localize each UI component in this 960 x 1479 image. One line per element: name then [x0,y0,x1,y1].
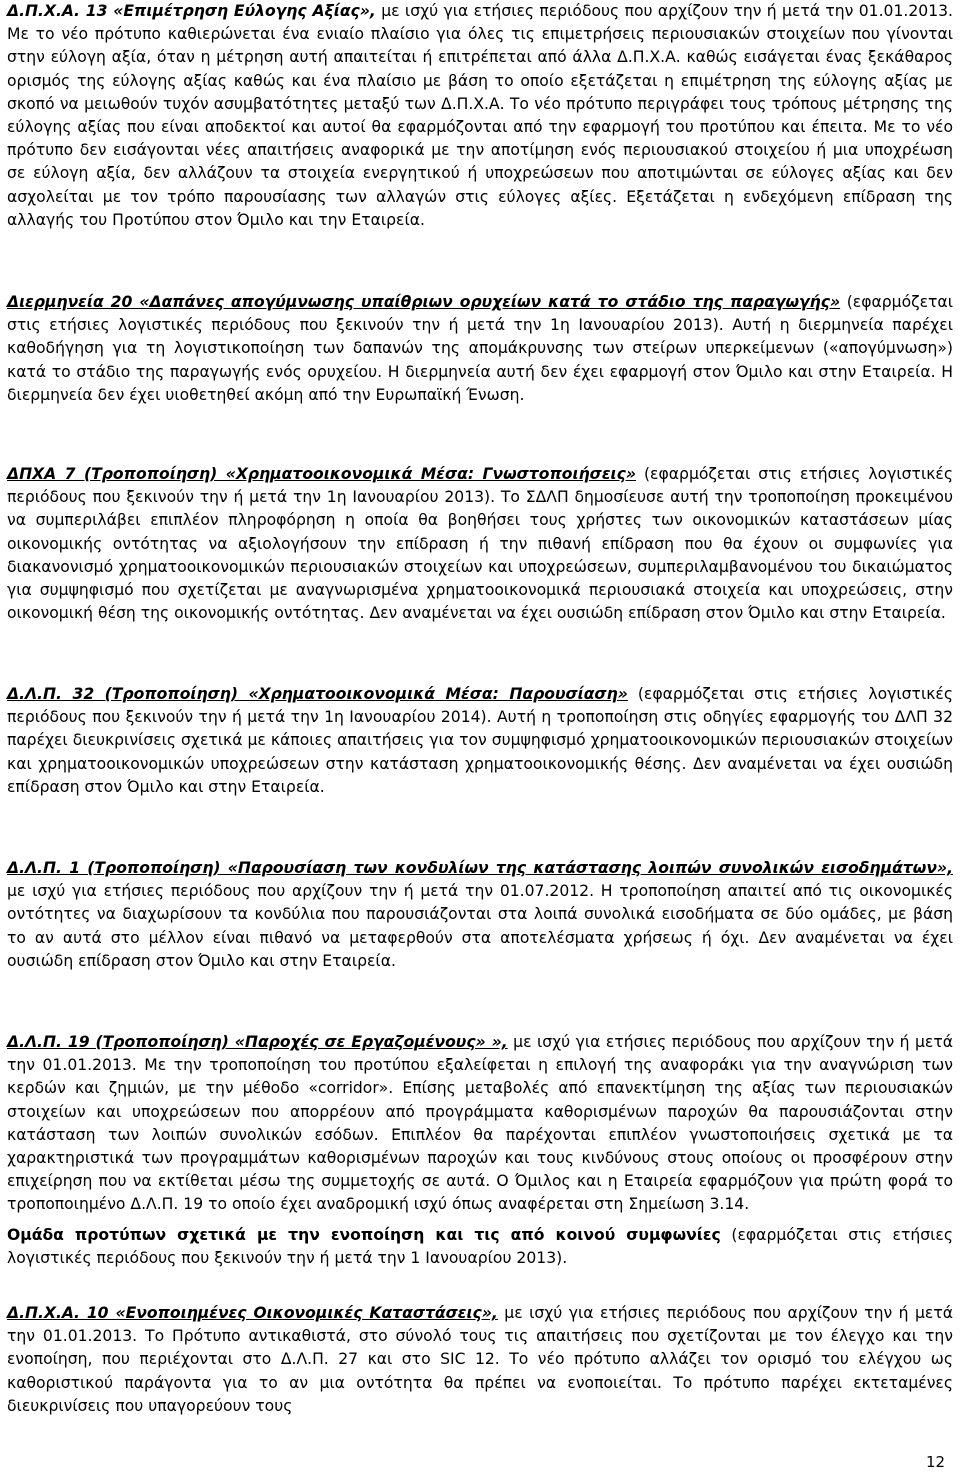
section-dpxa13 [7,0,953,232]
page-number: 12 [926,1453,946,1471]
section-group-heading: Ομάδα προτύπων σχετικά με την ενοποίηση και τις από κοινού συμφωνίες [7,1226,721,1244]
section-ias19 [7,1031,953,1217]
section-ias32 [7,683,953,799]
section-ifric20 [7,291,953,407]
section-group-body: (εφαρμόζεται στις ετήσιες λογιστικές περιόδους που ξεκινούν την ή μετά την 1 Ιανουαρίου 2013). [7,1226,953,1268]
section-ifrs10 [7,1302,953,1418]
section-ifric20-body: (εφαρμόζεται στις ετήσιες λογιστικές περιόδους που ξεκινούν την ή μετά την 1η Ιανουαρίου 2013). Αυτή η διερμηνεία παρέχει καθοδήγηση για τη λογιστικοποίηση των δαπανών της απομάκρυνσης των στείρων υπερκείμενων («απογύμνωση») κατά το στάδιο της παραγωγής ενός ορυχείου. Η διερμηνεία αυτή δεν έχει εφαρμογή στον Όμιλο και στην Εταιρεία. Η διερμηνεία δεν έχει υιοθετηθεί ακόμη από την Ευρωπαϊκή Ένωση. [7,293,953,404]
section-ifrs7 [7,463,953,625]
section-ifrs10-body: με ισχύ για ετήσιες περιόδους που αρχίζουν την ή μετά την 01.01.2013. Το Πρότυπο αντικαθιστά, στο σύνολό τους τις απαιτήσεις που σχετίζονται με τον έλεγχο και την ενοποίηση, που περιέχονται στο Δ.Λ.Π. 27 και στο SIC 12. Το νέο πρότυπο αλλάζει τον ορισμό του ελέγχου ως καθοριστικού παράγοντα για το αν μια οντότητα θα πρέπει να ενοποιείται. Το πρότυπο παρέχει εκτεταμένες διευκρινίσεις που υπαγορεύουν τους [7,1304,953,1415]
section-ifrs7-heading: ΔΠΧΑ 7 (Τροποποίηση) «Χρηματοοικονομικά Μέσα: Γνωστοποιήσεις» [7,465,636,483]
section-ias1 [7,857,953,973]
section-ias32-heading: Δ.Λ.Π. 32 (Τροποποίηση) «Χρηματοοικονομικά Μέσα: Παρουσίαση» [7,685,628,703]
section-dpxa13-body: με ισχύ για ετήσιες περιόδους που αρχίζουν την ή μετά την 01.01.2013. Με το νέο πρότυπο καθιερώνεται ένα ενιαίο πλαίσιο για όλες τις επιμετρήσεις περιουσιακών στοιχείων που γίνονται στην εύλογη αξία, όταν η μέτρηση αυτή απαιτείται ή επιτρέπεται από άλλα Δ.Π.Χ.Α. καθώς εισάγεται ένας ξεκάθαρος ορισμός της εύλογης αξίας καθώς και ένα πλαίσιο με βάση το οποίο εξετάζεται η επιμέτρηση της εύλογης αξίας με σκοπό να μειωθούν τυχόν ασυμβατότητες μεταξύ των Δ.Π.Χ.Α. Το νέο πρότυπο περιγράφει τους τρόπους μέτρησης της εύλογης αξίας που είναι αποδεκτοί και αυτοί θα εφαρμόζονται από την εφαρμογή του προτύπου και έπειτα. Με το νέο πρότυπο δεν εισάγονται νέες απαιτήσεις αναφορικά με την αποτίμηση ενός περιουσιακού στοιχείου ή μια υποχρέωση σε εύλογη αξία, δεν αλλάζουν τα στοιχεία ενεργητικού ή υποχρεώσεων που αποτιμώνται σε εύλογες αξίας και δεν ασχολείται με τον τρόπο παρουσίασης των αλλαγών στις εύλογες αξίες. Εξετάζεται η ενδεχόμενη επίδραση της αλλαγής του Προτύπου στον Όμιλο και την Εταιρεία. [7,2,953,229]
section-ifrs10-heading: Δ.Π.Χ.Α. 10 «Ενοποιημένες Οικονομικές Καταστάσεις», [7,1304,498,1322]
section-ifrs7-body: (εφαρμόζεται στις ετήσιες λογιστικές περιόδους που ξεκινούν την ή μετά την 1η Ιανουαρίου 2013). Το ΣΔΛΠ δημοσίευσε αυτή την τροποποίηση προκειμένου να συμπεριλάβει επιπλέον πληροφόρηση η οποία θα βοηθήσει τους χρήστες των οικονομικών καταστάσεων μίας οικονομικής οντότητας να αξιολογήσουν την επίδραση ή την πιθανή επίδραση που θα έχουν οι συμφωνίες για διακανονισμό χρηματοοικονομικών περιουσιακών στοιχείων και υποχρεώσεων, συμπεριλαμβανομένου του δικαιώματος για συμψηφισμό που σχετίζεται με αναγνωρισμένα χρηματοοικονομικά περιουσιακά στοιχεία και υποχρεώσεις, στην οικονομική θέση της οικονομικής οντότητας. Δεν αναμένεται να έχει ουσιώδη επίδραση στον Όμιλο και στην Εταιρεία. [7,465,953,623]
section-ias19-heading: Δ.Λ.Π. 19 (Τροποποίηση) «Παροχές σε Εργαζομένους» », [7,1033,508,1051]
section-ias1-body: με ισχύ για ετήσιες περιόδους που αρχίζουν την ή μετά την 01.07.2012. Η τροποποίηση απαιτεί από τις οικονομικές οντότητες να διαχωρίσουν τα κονδύλια που παρουσιάζονται στα λοιπά συνολικά εισοδήματα σε δύο ομάδες, με βάση το αν αυτά στο μέλλον είναι πιθανό να μεταφερθούν στα αποτελέσματα χρήσεως ή όχι. Δεν αναμένεται να έχει ουσιώδη επίδραση στον Όμιλο και στην Εταιρεία. [7,882,953,970]
section-dpxa13-heading: Δ.Π.Χ.Α. 13 «Επιμέτρηση Εύλογης Αξίας», [7,2,376,20]
section-ias19-body: με ισχύ για ετήσιες περιόδους που αρχίζουν την ή μετά την 01.01.2013. Με την τροποποίηση του προτύπου εξαλείφεται η επιλογή της αναφοράκι για την αναγνώριση των κερδών και ζημιών, με την μέθοδο «corridor». Επίσης μεταβολές από επανεκτίμηση της αξίας των περιουσιακών στοιχείων και υποχρεώσεων που απορρέουν από προγράμματα καθορισμένων παροχών θα παρουσιάζονται στην κατάσταση των λοιπών συνολικών εσόδων. Επιπλέον θα παρέχονται επιπλέον γνωστοποιήσεις σχετικά με τα χαρακτηριστικά των προγραμμάτων καθορισμένων παροχών και τους κινδύνους στους οποίους οι προσφέρουν στην επιχείρηση που να εκτίθεται μέσω της συμμετοχής σε αυτά. Ο Όμιλος και η Εταιρεία εφαρμόζουν για πρώτη φορά το τροποποιημένο Δ.Λ.Π. 19 το οποίο έχει αναδρομική ισχύ όπως αναφέρεται στη Σημείωση 3.14. [7,1033,953,1214]
section-ias32-body: (εφαρμόζεται στις ετήσιες λογιστικές περιόδους που ξεκινούν την ή μετά την 1η Ιανουαρίου 2014). Αυτή η τροποποίηση στις οδηγίες εφαρμογής του ΔΛΠ 32 παρέχει διευκρινίσεις σχετικά με κάποιες απαιτήσεις για τον συμψηφισμό χρηματοοικονομικών περιουσιακών στοιχείων και χρηματοοικονομικών υποχρεώσεων στην κατάσταση χρηματοοικονομικής θέσης. Δεν αναμένεται να έχει ουσιώδη επίδραση στον Όμιλο και στην Εταιρεία. [7,685,953,796]
section-group [7,1224,953,1270]
section-ias1-heading: Δ.Λ.Π. 1 (Τροποποίηση) «Παρουσίαση των κονδυλίων της κατάστασης λοιπών συνολικών εισοδημάτων», [7,859,953,877]
section-ifric20-heading: Διερμηνεία 20 «Δαπάνες απογύμνωσης υπαίθριων ορυχείων κατά το στάδιο της παραγωγής» [7,293,841,311]
